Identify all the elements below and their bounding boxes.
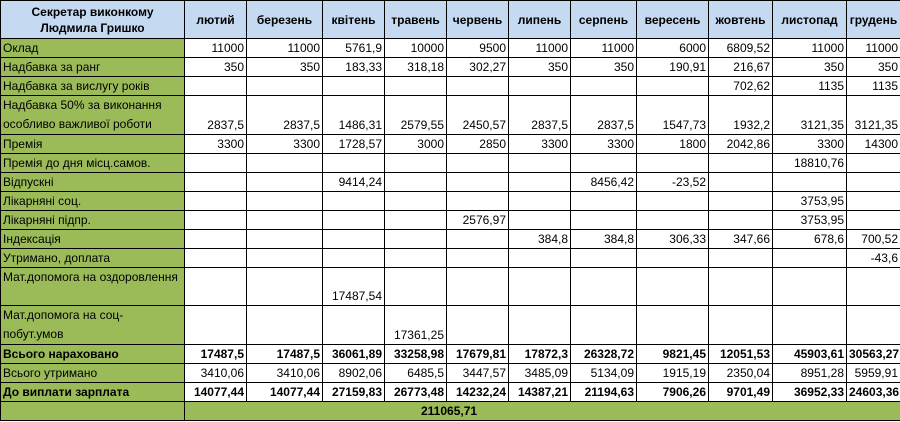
table-cell: [247, 306, 323, 345]
table-cell: [773, 268, 847, 306]
table-cell: 36061,89: [323, 345, 385, 364]
table-row: [1, 306, 900, 345]
table-cell: [509, 154, 571, 173]
table-cell: [247, 211, 323, 230]
table-cell: 2837,5: [509, 96, 571, 135]
table-title: Секретар виконкому Людмила Гришко: [1, 1, 185, 39]
table-cell: [509, 249, 571, 268]
table-cell: [637, 249, 709, 268]
table-cell: [447, 77, 509, 96]
table-cell: [571, 192, 637, 211]
table-cell: 14232,24: [447, 383, 509, 402]
table-cell: 6809,52: [709, 39, 773, 58]
table-row: [1, 383, 900, 402]
table-cell: 17487,5: [247, 345, 323, 364]
table-cell: [509, 192, 571, 211]
table-cell: -43,6: [847, 249, 900, 268]
row-label: Індексація: [1, 230, 185, 249]
row-label: Надбавка 50% за виконання особливо важливої роботи: [1, 96, 185, 135]
table-cell: 3300: [571, 135, 637, 154]
table-cell: [847, 154, 900, 173]
table-cell: 21194,63: [571, 383, 637, 402]
table-cell: 18810,76: [773, 154, 847, 173]
table-cell: [385, 192, 447, 211]
month-header: грудень: [847, 1, 900, 39]
table-cell: 33258,98: [385, 345, 447, 364]
table-cell: [185, 173, 247, 192]
table-cell: 2576,97: [447, 211, 509, 230]
table-cell: [185, 249, 247, 268]
table-cell: 3485,09: [509, 364, 571, 383]
table-cell: [247, 268, 323, 306]
table-cell: [185, 154, 247, 173]
table-cell: -23,52: [637, 173, 709, 192]
table-cell: [247, 192, 323, 211]
table-cell: 3121,35: [847, 96, 900, 135]
table-cell: [847, 173, 900, 192]
table-cell: 2837,5: [185, 96, 247, 135]
table-cell: 6485,5: [385, 364, 447, 383]
table-row: [1, 345, 900, 364]
table-cell: 2579,55: [385, 96, 447, 135]
table-cell: [847, 306, 900, 345]
table-cell: 318,18: [385, 58, 447, 77]
table-cell: [571, 154, 637, 173]
month-header: жовтень: [709, 1, 773, 39]
month-header: вересень: [637, 1, 709, 39]
table-cell: [247, 249, 323, 268]
table-cell: 36952,33: [773, 383, 847, 402]
table-cell: 3300: [185, 135, 247, 154]
table-cell: 17487,5: [185, 345, 247, 364]
table-cell: [709, 173, 773, 192]
table-cell: [509, 173, 571, 192]
table-cell: [847, 192, 900, 211]
table-row: [1, 77, 900, 96]
table-cell: [385, 154, 447, 173]
table-cell: [509, 268, 571, 306]
table-row: [1, 58, 900, 77]
table-cell: [637, 77, 709, 96]
table-cell: [637, 192, 709, 211]
table-cell: [571, 211, 637, 230]
table-cell: [323, 230, 385, 249]
table-cell: 3753,95: [773, 211, 847, 230]
table-cell: 350: [571, 58, 637, 77]
table-cell: 27159,83: [323, 383, 385, 402]
row-label: Премія до дня місц.самов.: [1, 154, 185, 173]
table-cell: 302,27: [447, 58, 509, 77]
table-row: [1, 154, 900, 173]
table-cell: [447, 249, 509, 268]
table-cell: [385, 211, 447, 230]
table-cell: 5761,9: [323, 39, 385, 58]
table-cell: 2350,04: [709, 364, 773, 383]
table-row: [1, 135, 900, 154]
table-cell: 350: [247, 58, 323, 77]
table-cell: [847, 268, 900, 306]
table-row: [1, 230, 900, 249]
row-label: Надбавка за вислугу років: [1, 77, 185, 96]
table-cell: 347,66: [709, 230, 773, 249]
table-cell: 183,33: [323, 58, 385, 77]
table-cell: [709, 249, 773, 268]
table-row: [1, 173, 900, 192]
table-cell: [323, 77, 385, 96]
table-cell: 5959,91: [847, 364, 900, 383]
table-cell: [323, 192, 385, 211]
table-cell: 14077,44: [185, 383, 247, 402]
table-row: [1, 268, 900, 306]
month-header: червень: [447, 1, 509, 39]
table-row: [1, 211, 900, 230]
table-cell: 700,52: [847, 230, 900, 249]
table-cell: 24603,36: [847, 383, 900, 402]
table-cell: [185, 306, 247, 345]
month-header: березень: [247, 1, 323, 39]
table-cell: [323, 154, 385, 173]
table-cell: [709, 268, 773, 306]
table-cell: [247, 154, 323, 173]
table-cell: 9414,24: [323, 173, 385, 192]
header-row: [1, 1, 900, 39]
table-cell: 10000: [385, 39, 447, 58]
table-cell: 14077,44: [247, 383, 323, 402]
table-cell: [571, 77, 637, 96]
table-cell: 11000: [847, 39, 900, 58]
table-cell: 2850: [447, 135, 509, 154]
table-cell: 17872,3: [509, 345, 571, 364]
table-cell: 306,33: [637, 230, 709, 249]
table-cell: 216,67: [709, 58, 773, 77]
table-cell: 2042,86: [709, 135, 773, 154]
table-cell: 350: [185, 58, 247, 77]
table-cell: [447, 173, 509, 192]
row-label: Всього нараховано: [1, 345, 185, 364]
table-cell: 3300: [509, 135, 571, 154]
table-row: [1, 249, 900, 268]
table-cell: 3753,95: [773, 192, 847, 211]
month-header: квітень: [323, 1, 385, 39]
table-cell: 2837,5: [247, 96, 323, 135]
table-cell: 8951,28: [773, 364, 847, 383]
table-cell: [509, 306, 571, 345]
table-cell: [385, 249, 447, 268]
table-cell: [709, 154, 773, 173]
table-cell: 11000: [185, 39, 247, 58]
table-cell: [637, 268, 709, 306]
table-cell: 5134,09: [571, 364, 637, 383]
table-row: [1, 192, 900, 211]
table-cell: 350: [509, 58, 571, 77]
table-cell: 9701,49: [709, 383, 773, 402]
table-cell: [185, 192, 247, 211]
table-cell: 11000: [773, 39, 847, 58]
table-cell: 9500: [447, 39, 509, 58]
row-label: Відпускні: [1, 173, 185, 192]
table-cell: 9821,45: [637, 345, 709, 364]
table-cell: 702,62: [709, 77, 773, 96]
table-cell: 3121,35: [773, 96, 847, 135]
table-cell: [447, 192, 509, 211]
table-cell: 17679,81: [447, 345, 509, 364]
table-cell: [385, 173, 447, 192]
month-header: листопад: [773, 1, 847, 39]
table-cell: 11000: [247, 39, 323, 58]
table-cell: [773, 249, 847, 268]
table-cell: 26773,48: [385, 383, 447, 402]
table-cell: [571, 249, 637, 268]
row-label: Оклад: [1, 39, 185, 58]
row-label: Мат.допомога на оздоровлення: [1, 268, 185, 306]
row-label: Надбавка за ранг: [1, 58, 185, 77]
table-cell: 14300: [847, 135, 900, 154]
table-cell: [847, 211, 900, 230]
table-cell: [247, 77, 323, 96]
table-cell: [247, 173, 323, 192]
table-cell: 3410,06: [247, 364, 323, 383]
table-cell: 11000: [571, 39, 637, 58]
table-cell: 14387,21: [509, 383, 571, 402]
row-label: До виплати зарплата: [1, 383, 185, 402]
table-cell: [185, 230, 247, 249]
table-cell: 350: [847, 58, 900, 77]
row-label: Лікарняні підпр.: [1, 211, 185, 230]
table-cell: [637, 211, 709, 230]
table-cell: 350: [773, 58, 847, 77]
table-cell: 12051,53: [709, 345, 773, 364]
grand-total: 211065,71: [185, 402, 900, 421]
row-label: Утримано, доплата: [1, 249, 185, 268]
month-header: травень: [385, 1, 447, 39]
table-cell: [447, 230, 509, 249]
table-cell: 1728,57: [323, 135, 385, 154]
table-cell: [571, 268, 637, 306]
table-cell: [323, 211, 385, 230]
table-cell: [709, 192, 773, 211]
table-cell: 1915,19: [637, 364, 709, 383]
table-cell: [185, 268, 247, 306]
table-cell: [385, 268, 447, 306]
table-cell: [247, 230, 323, 249]
table-cell: [185, 77, 247, 96]
table-cell: 3410,06: [185, 364, 247, 383]
table-cell: [447, 306, 509, 345]
table-cell: [773, 173, 847, 192]
table-cell: [323, 249, 385, 268]
total-spacer: [1, 402, 185, 421]
table-cell: 1135: [847, 77, 900, 96]
table-cell: [709, 306, 773, 345]
table-cell: 17487,54: [323, 268, 385, 306]
total-row: [1, 402, 900, 421]
row-label: Всього утримано: [1, 364, 185, 383]
table-cell: 26328,72: [571, 345, 637, 364]
table-cell: 30563,27: [847, 345, 900, 364]
row-label: Премія: [1, 135, 185, 154]
table-cell: 7906,26: [637, 383, 709, 402]
table-row: [1, 96, 900, 135]
table-cell: [509, 211, 571, 230]
table-cell: 1486,31: [323, 96, 385, 135]
table-cell: 3300: [773, 135, 847, 154]
table-cell: 1932,2: [709, 96, 773, 135]
table-cell: 1547,73: [637, 96, 709, 135]
table-cell: 190,91: [637, 58, 709, 77]
table-cell: 1135: [773, 77, 847, 96]
table-cell: 11000: [509, 39, 571, 58]
table-cell: [447, 268, 509, 306]
table-cell: [323, 306, 385, 345]
table-cell: 2837,5: [571, 96, 637, 135]
table-cell: 3300: [247, 135, 323, 154]
table-cell: 8456,42: [571, 173, 637, 192]
month-header: липень: [509, 1, 571, 39]
table-cell: [385, 77, 447, 96]
table-cell: [709, 211, 773, 230]
table-cell: 384,8: [571, 230, 637, 249]
table-cell: [637, 154, 709, 173]
table-cell: 2450,57: [447, 96, 509, 135]
table-cell: 3447,57: [447, 364, 509, 383]
month-header: лютий: [185, 1, 247, 39]
table-cell: 3000: [385, 135, 447, 154]
row-label: Мат.допомога на соц-побут.умов: [1, 306, 185, 345]
table-cell: [385, 230, 447, 249]
table-cell: [185, 211, 247, 230]
table-cell: 45903,61: [773, 345, 847, 364]
month-header: серпень: [571, 1, 637, 39]
table-row: [1, 364, 900, 383]
table-cell: [571, 306, 637, 345]
table-cell: 6000: [637, 39, 709, 58]
table-cell: 17361,25: [385, 306, 447, 345]
table-cell: [773, 306, 847, 345]
table-cell: [509, 77, 571, 96]
table-cell: 384,8: [509, 230, 571, 249]
table-cell: [637, 306, 709, 345]
table-cell: [447, 154, 509, 173]
table-cell: 8902,06: [323, 364, 385, 383]
row-label: Лікарняні соц.: [1, 192, 185, 211]
table-cell: 678,6: [773, 230, 847, 249]
table-row: [1, 39, 900, 58]
table-cell: 1800: [637, 135, 709, 154]
